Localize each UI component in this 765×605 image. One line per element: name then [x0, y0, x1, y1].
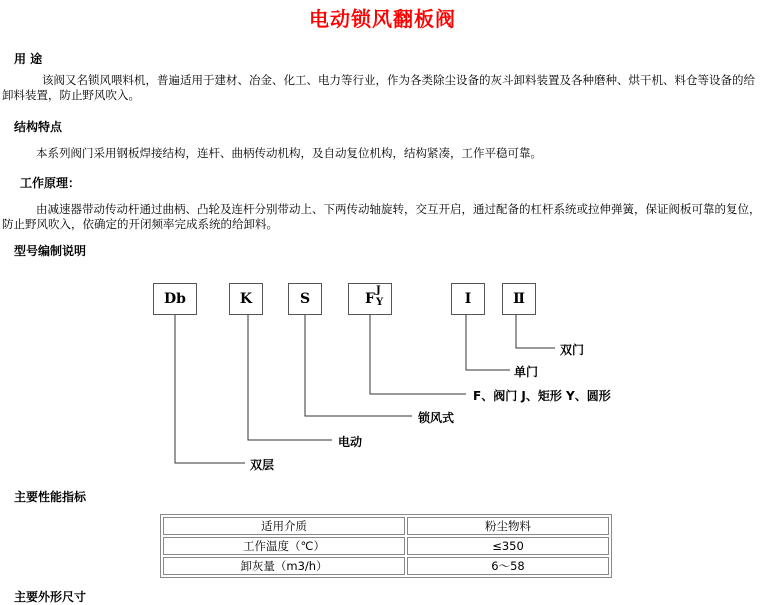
table-row — [163, 557, 609, 575]
model-heading: 型号编制说明 — [14, 244, 87, 258]
label-lock-type: 锁风式 — [418, 411, 455, 425]
usage-heading: 用 途 — [14, 52, 43, 66]
label-single-door: 单门 — [514, 365, 539, 379]
table-cell: ≤350 — [407, 537, 609, 555]
principle-text: 由减速器带动传动杆通过曲柄、凸轮及连杆分别带动上、下两传动轴旋转，交互开启，通过配备的杠杆系统或拉伸弹簧，保证阀板可靠的复位，防止野风吹入，依确定的开闭频率完成系统的给卸料。 — [2, 202, 761, 231]
dimensions-heading: 主要外形尺寸 — [14, 590, 87, 604]
code-box-i: I — [451, 283, 485, 315]
table-cell: 适用介质 — [163, 517, 405, 535]
table-row — [163, 537, 609, 555]
code-box-s: S — [288, 283, 322, 315]
performance-table — [160, 514, 612, 578]
label-double-layer: 双层 — [250, 458, 275, 472]
label-f-desc: F、阀门 J、矩形 Y、圆形 — [473, 389, 611, 403]
code-box-db: Db — [153, 283, 197, 315]
performance-heading: 主要性能指标 — [14, 490, 87, 504]
code-box-k: K — [229, 283, 263, 315]
table-cell: 工作温度（℃） — [163, 537, 405, 555]
table-cell: 粉尘物料 — [407, 517, 609, 535]
structure-heading: 结构特点 — [14, 120, 63, 134]
usage-text: 该阀又名锁风喂料机，普遍适用于建材、冶金、化工、电力等行业，作为各类除尘设备的灰斗卸料装置及各种磨种、烘干机、料仓等设备的给卸料装置，防止野风吹入。 — [2, 73, 755, 102]
table-cell: 6～58 — [407, 557, 609, 575]
page-title: 电动锁风翻板阀 — [309, 7, 456, 31]
table-row — [163, 517, 609, 535]
structure-text: 本系列阀门采用钢板焊接结构，连杆、曲柄传动机构，及自动复位机构，结构紧凑，工作平稳可靠。 — [36, 146, 542, 160]
principle-heading: 工作原理： — [20, 176, 81, 190]
label-double-door: 双门 — [560, 343, 585, 357]
label-electric: 电动 — [338, 435, 363, 449]
code-box-f: F J Y — [348, 283, 392, 315]
table-cell: 卸灰量（m3/h） — [163, 557, 405, 575]
code-box-ii: Ⅱ — [502, 283, 536, 315]
